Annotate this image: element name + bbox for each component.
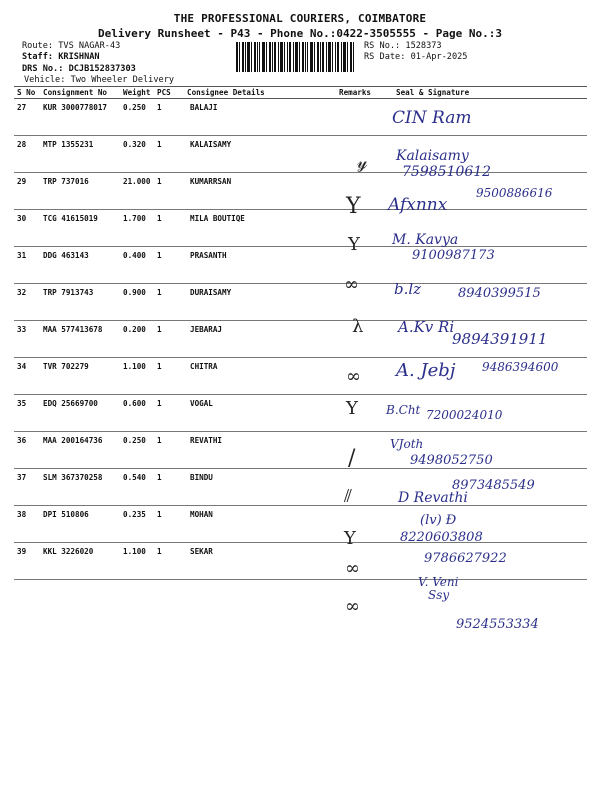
signature-33-scribble: A. Jebj — [396, 360, 456, 381]
remark-tick-icon: λ — [352, 316, 364, 337]
row-sno: 37 — [14, 469, 40, 506]
row-pcs: 1 — [154, 432, 184, 469]
row-sno: 28 — [14, 136, 40, 173]
header-pcs: PCS — [154, 87, 184, 99]
row-consignee: PRASANTH — [184, 247, 336, 284]
signature-32-scribble: A.Kv Ri — [398, 318, 455, 336]
table-row — [14, 210, 587, 247]
signature-39: V. Veni — [418, 575, 459, 589]
row-pcs: 1 — [154, 247, 184, 284]
row-pcs: 1 — [154, 210, 184, 247]
row-remarks — [336, 432, 376, 469]
phone-38: 9786627922 — [424, 551, 507, 566]
signature-34-scribble: B.Cht — [386, 403, 421, 417]
remark-tick-icon: Y — [346, 194, 361, 219]
row-sno: 34 — [14, 358, 40, 395]
row-weight: 0.235 — [120, 506, 154, 543]
remark-tick-icon: ∞ — [344, 274, 359, 295]
row-consignee: CHITRA — [184, 358, 336, 395]
row-consignment: TVR 702279 — [40, 358, 120, 395]
row-remarks — [336, 136, 376, 173]
row-pcs: 1 — [154, 321, 184, 358]
row-consignment: DPI 510806 — [40, 506, 120, 543]
row-consignment: SLM 367370258 — [40, 469, 120, 506]
vehicle-label: Vehicle: Two Wheeler Delivery — [24, 75, 175, 85]
row-weight: 0.200 — [120, 321, 154, 358]
row-weight: 1.700 — [120, 210, 154, 247]
row-sno: 31 — [14, 247, 40, 284]
remark-tick-icon: Y — [344, 528, 356, 549]
row-sno: 33 — [14, 321, 40, 358]
row-pcs: 1 — [154, 284, 184, 321]
phone-30: 9100987173 — [412, 248, 495, 263]
row-consignee: DURAISAMY — [184, 284, 336, 321]
row-sno: 36 — [14, 432, 40, 469]
row-consignment: KUR 3000778017 — [40, 99, 120, 136]
table-row — [14, 247, 587, 284]
row-consignment: KKL 3226020 — [40, 543, 120, 580]
phone-37: 8220603808 — [400, 530, 483, 545]
phone-39: 9524553334 — [456, 617, 539, 632]
row-consignee: MOHAN — [184, 506, 336, 543]
signature-35-scribble: VJoth — [390, 437, 424, 451]
row-consignment: DDG 463143 — [40, 247, 120, 284]
signature-37-scribble: (lv) Ð — [420, 513, 457, 528]
header-sno: S No — [14, 87, 40, 99]
table-row — [14, 99, 587, 136]
rs-date: RS Date: 01-Apr-2025 — [364, 52, 468, 62]
phone-35: 9498052750 — [410, 453, 493, 468]
row-consignee: BINDU — [184, 469, 336, 506]
row-weight: 0.600 — [120, 395, 154, 432]
phone-29: 9500886616 — [476, 186, 553, 200]
row-sno: 35 — [14, 395, 40, 432]
row-weight: 1.100 — [120, 358, 154, 395]
drs-number: DRS No.: DCJB152837303 — [22, 64, 136, 74]
row-sno: 29 — [14, 173, 40, 210]
row-consignment: MTP 1355231 — [40, 136, 120, 173]
phone-31: 8940399515 — [458, 286, 541, 301]
row-sno: 30 — [14, 210, 40, 247]
row-weight: 0.400 — [120, 247, 154, 284]
remark-tick-icon: Y — [346, 398, 358, 419]
row-weight: 21.000 — [120, 173, 154, 210]
remark-tick-icon: ∞ — [345, 558, 360, 579]
phone-33: 9486394600 — [482, 360, 559, 374]
row-consignee: BALAJI — [184, 99, 336, 136]
document-title: THE PROFESSIONAL COURIERS, COIMBATORE — [173, 12, 427, 25]
row-weight: 0.250 — [120, 432, 154, 469]
remark-tick-icon: Y — [348, 234, 360, 255]
phone-28: 7598510612 — [402, 164, 492, 180]
row-sno: 38 — [14, 506, 40, 543]
barcode — [236, 42, 354, 72]
runsheet-subtitle: Delivery Runsheet - P43 - Phone No.:0422-3505555 - Page No.:3 — [98, 27, 502, 40]
row-consignment: TRP 7913743 — [40, 284, 120, 321]
staff-label: Staff: KRISHNAN — [22, 52, 100, 62]
table-row — [14, 432, 587, 469]
row-consignment: MAA 577413678 — [40, 321, 120, 358]
header-consignee: Consignee Details — [184, 87, 336, 99]
remark-tick-icon: ∞ — [345, 596, 360, 617]
row-pcs: 1 — [154, 99, 184, 136]
row-weight: 0.250 — [120, 99, 154, 136]
row-weight: 0.540 — [120, 469, 154, 506]
row-consignment: TCG 41615019 — [40, 210, 120, 247]
header-remarks: Remarks — [336, 87, 376, 99]
signature-36: D Revathi — [398, 490, 468, 506]
signature-28: Kalaisamy — [396, 148, 469, 164]
row-consignee: KALAISAMY — [184, 136, 336, 173]
row-pcs: 1 — [154, 395, 184, 432]
row-pcs: 1 — [154, 543, 184, 580]
row-pcs: 1 — [154, 136, 184, 173]
row-sno: 39 — [14, 543, 40, 580]
row-consignment: MAA 200164736 — [40, 432, 120, 469]
signature-39-initials: Ssy — [428, 588, 450, 602]
phone-34: 7200024010 — [426, 408, 503, 422]
row-consignee: JEBARAJ — [184, 321, 336, 358]
row-weight: 0.900 — [120, 284, 154, 321]
row-consignee: MILA BOUTIQE — [184, 210, 336, 247]
remark-tick-icon: / — [348, 446, 356, 471]
table-row — [14, 506, 587, 543]
signature-27: CIN Ram — [392, 108, 472, 128]
row-remarks — [336, 506, 376, 543]
rs-number: RS No.: 1528373 — [364, 41, 442, 51]
header-weight: Weight — [120, 87, 154, 99]
row-pcs: 1 — [154, 506, 184, 543]
row-remarks — [336, 99, 376, 136]
signature-31-scribble: b.lz — [394, 280, 422, 298]
signature-29-scribble: Afxnnx — [388, 195, 448, 215]
remark-tick-icon: ⫽ — [344, 486, 353, 507]
row-pcs: 1 — [154, 358, 184, 395]
phone-32: 9894391911 — [452, 330, 548, 348]
remark-tick-icon: ∞ — [346, 366, 361, 387]
row-consignee: KUMARRSAN — [184, 173, 336, 210]
row-consignee: VOGAL — [184, 395, 336, 432]
row-consignee: REVATHI — [184, 432, 336, 469]
row-consignee: SEKAR — [184, 543, 336, 580]
row-remarks — [336, 469, 376, 506]
row-sno: 32 — [14, 284, 40, 321]
table-row — [14, 136, 587, 173]
row-pcs: 1 — [154, 469, 184, 506]
remark-tick-icon: 𝓎 — [357, 152, 368, 173]
row-pcs: 1 — [154, 173, 184, 210]
signature-30: M. Kavya — [392, 232, 459, 248]
row-sno: 27 — [14, 99, 40, 136]
row-weight: 0.320 — [120, 136, 154, 173]
row-consignment: TRP 737016 — [40, 173, 120, 210]
row-consignment: EDQ 25669700 — [40, 395, 120, 432]
row-weight: 1.100 — [120, 543, 154, 580]
phone-36: 8973485549 — [452, 478, 535, 493]
table-header-row — [14, 87, 587, 99]
header-seal-signature: Seal & Signature — [376, 87, 587, 99]
header-consignment: Consignment No — [40, 87, 120, 99]
route-label: Route: TVS NAGAR-43 — [22, 41, 121, 51]
